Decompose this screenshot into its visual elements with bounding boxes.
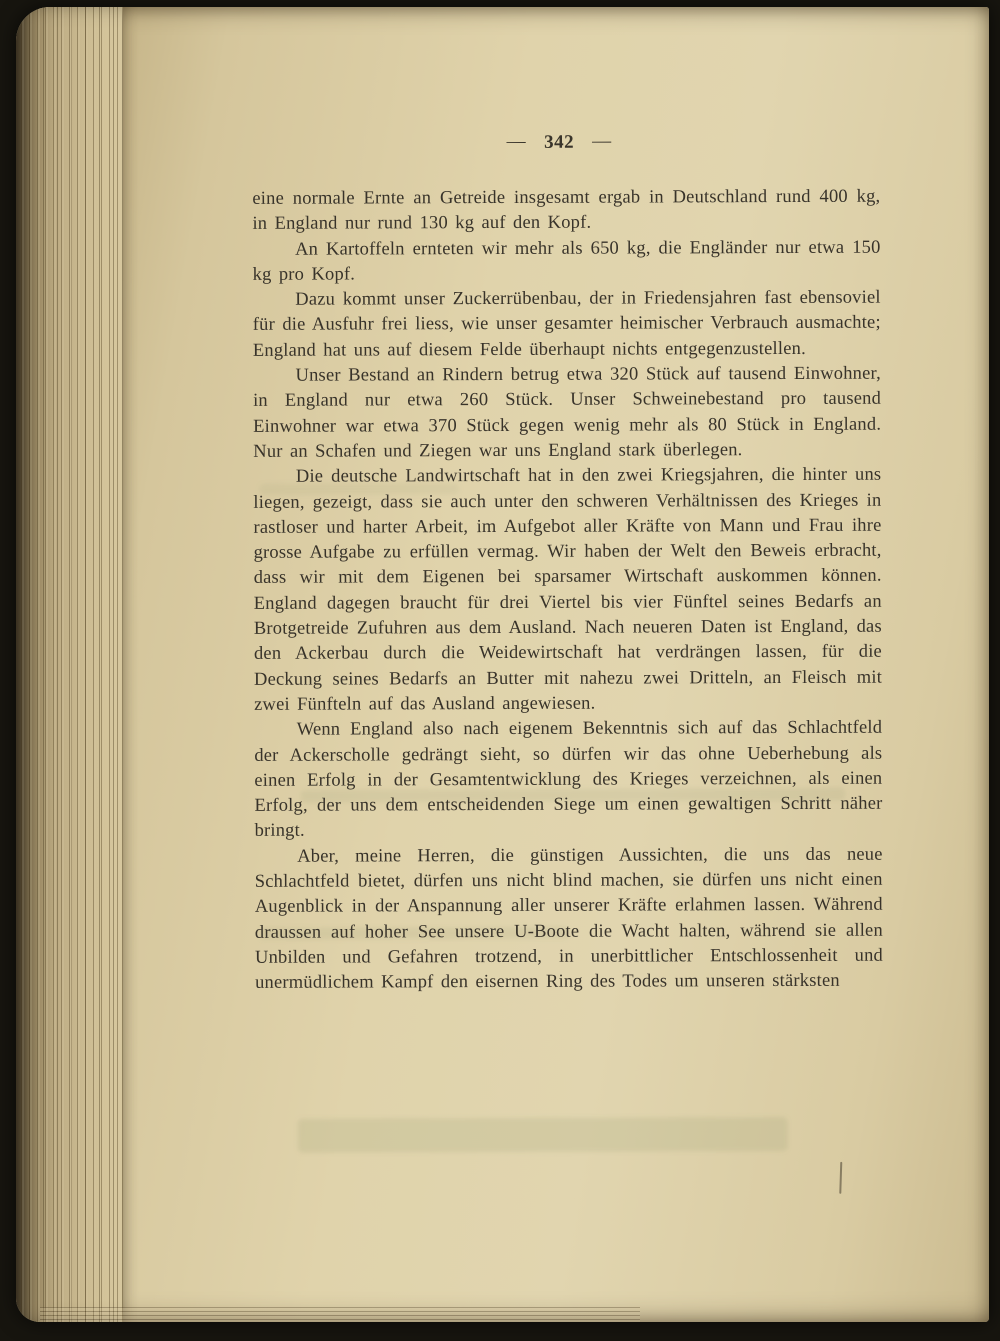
page-number-right-dash: —	[592, 130, 612, 152]
paragraph: Dazu kommt unser Zuckerrübenbau, der in Friedensjahren fast ebensoviel für die Ausfuhr frei liess, wie unser gesamter heimischer Verbrauch ausmachte; England hat uns auf diesem Felde überhaupt nichts entgegenzustellen.	[252, 287, 881, 361]
page-number: 342	[544, 131, 575, 153]
ink-mark	[839, 1162, 842, 1194]
paragraph: Die deutsche Landwirtschaft hat in den zwei Kriegsjahren, die hinter uns liegen, gezeigt, dass sie auch unter den schweren Verhältnissen des Krieges in rastloser und harter Arbeit, im Aufgebot aller Kräfte von Mann und Frau ihre grosse Aufgabe zu erfüllen vermag. Wir haben der Welt den Beweis erbracht, dass wir mit dem Eigenen bei sparsamer Wirtschaft auskommen können. England dagegen braucht für drei Viertel bis vier Fünftel seines Bedarfs an Brotgetreide Zufuhren aus dem Ausland. Nach neueren Daten ist England, das den Ackerbau durch die Weidewirtschaft hat verdrängen lassen, für die Deckung seines Bedarfs an Butter mit nahezu zwei Dritteln, an Fleisch mit zwei Fünfteln auf das Ausland angewiesen.	[253, 464, 883, 715]
page-number-left-dash: —	[506, 130, 527, 152]
paragraph: An Kartoffeln ernteten wir mehr als 650 kg, die Engländer nur etwa 150 kg pro Kopf.	[252, 237, 881, 285]
show-through-smudge	[298, 1117, 788, 1153]
paragraph: Aber, meine Herren, die günstigen Aussichten, die uns das neue Schlachtfeld bietet, dürfen uns nicht blind machen, sie dürfen uns nicht einen Augenblick in der Anspannung aller unserer Kräfte erlahmen lassen. Während draussen auf hoher See unsere U-Boote die Wacht halten, während sie allen Unbilden und Gefahren trotzend, in unerbittlicher Entschlossenheit und unermüdlichem Kampf den eisernen Ring des Todes um unseren stärksten	[254, 844, 884, 994]
paragraph: Unser Bestand an Rindern betrug etwa 320 Stück auf tausend Einwohner, in England nur etwa 260 Stück. Unser Schweinebestand pro tausend Einwohner war etwa 370 Stück gegen wenig mehr als 80 Stück in England. Nur an Schafen und Ziegen war uns England stark überlegen.	[253, 363, 882, 462]
body-text	[252, 185, 883, 997]
page-number-header	[253, 131, 865, 155]
paragraph: Wenn England also nach eigenem Bekenntnis sich auf das Schlachtfeld der Ackerscholle gedrängt sieht, so dürfen wir das ohne Ueberhebung als einen Erfolg in der Gesamtentwicklung des Krieges verzeichnen, als einen Erfolg, der uns dem entscheidenden Siege um einen gewaltigen Schritt näher bringt.	[254, 717, 883, 842]
paragraph: eine normale Ernte an Getreide insgesamt ergab in Deutschland rund 400 kg, in England nur rund 130 kg auf den Kopf.	[252, 186, 881, 235]
